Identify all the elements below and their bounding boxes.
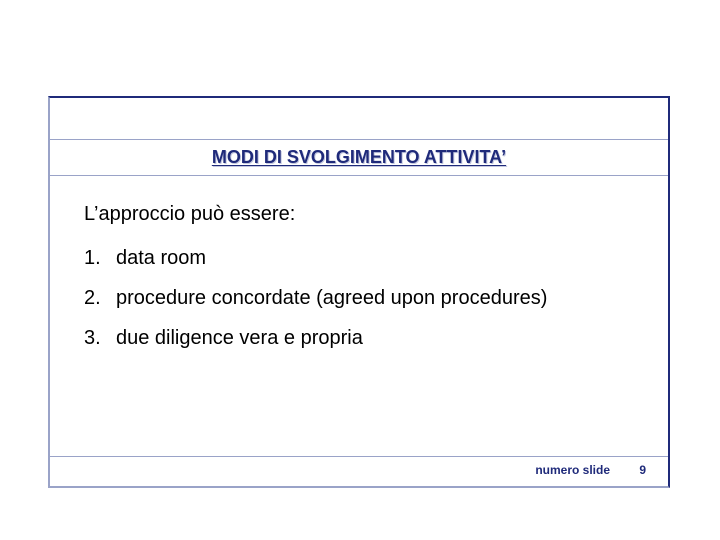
slide-frame: [48, 96, 670, 488]
list-item-text: procedure concordate (agreed upon procedures): [116, 287, 548, 309]
list-item-number: 2.: [84, 287, 101, 309]
slide-number-label: numero slide: [535, 463, 610, 477]
title-band: [50, 140, 668, 176]
list-item-number: 1.: [84, 247, 101, 269]
list-item-number: 3.: [84, 327, 101, 349]
list-item: [84, 246, 644, 270]
list-item-text: data room: [116, 247, 207, 269]
slide-number: 9: [639, 463, 646, 477]
approach-list: [84, 246, 644, 350]
list-item: [84, 326, 644, 350]
header-band: [50, 98, 668, 140]
list-item-text: due diligence vera e propria: [116, 327, 363, 349]
slide-title: MODI DI SVOLGIMENTO ATTIVITA’: [211, 147, 507, 167]
slide-body: [84, 202, 644, 366]
footer-band: [50, 456, 668, 486]
intro-text: L’approccio può essere:: [84, 203, 296, 225]
list-item: [84, 286, 644, 310]
